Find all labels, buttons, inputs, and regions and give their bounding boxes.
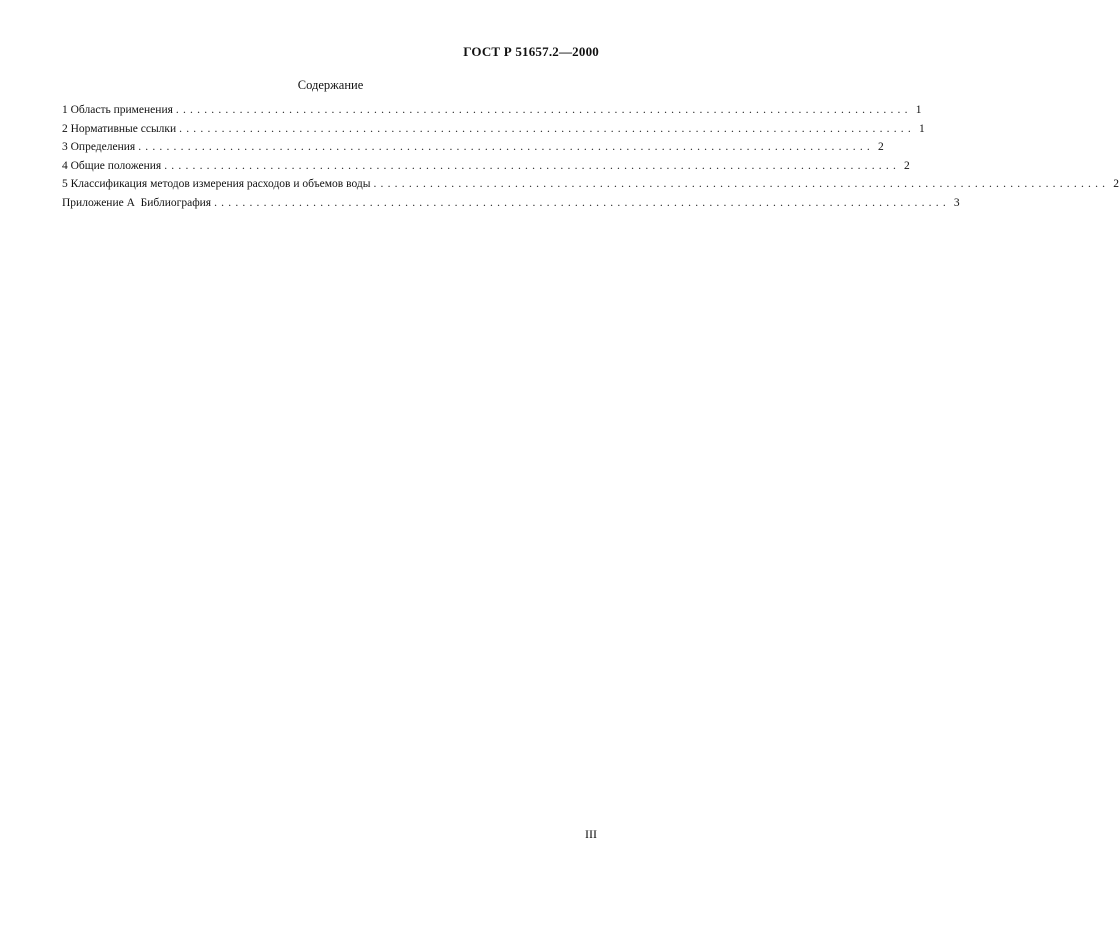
toc-entry-label: Нормативные ссылки: [70, 122, 177, 135]
toc-entry-appendix[interactable]: [62, 194, 960, 213]
toc-entry-number: 4: [62, 159, 68, 172]
toc-entry-label: Общие положения: [70, 159, 162, 172]
toc-entry[interactable]: [62, 138, 884, 157]
toc-entry-label: Область применения: [70, 104, 173, 116]
toc-entry-number: 5: [62, 178, 68, 190]
toc-entry-page: 2: [904, 159, 910, 172]
toc-entry-page: 3: [953, 196, 960, 209]
toc-entry[interactable]: [62, 120, 925, 139]
toc-entry-number: 3: [62, 141, 68, 153]
toc-entry[interactable]: [62, 175, 1119, 194]
toc-leader-dots: ........................................................................................................: [138, 141, 874, 153]
toc-entry-page: 1: [915, 104, 922, 116]
toc-entry[interactable]: [62, 157, 910, 176]
toc-entry[interactable]: [62, 101, 922, 120]
toc-entry-page: 1: [918, 122, 925, 135]
toc-entry-number: 2: [62, 122, 68, 135]
toc-entry-label: Классификация методов измерения расходов и объемов воды: [70, 178, 371, 190]
toc-entry-page: 2: [878, 141, 884, 153]
table-of-contents: [62, 101, 1119, 212]
toc-leader-dots: ........................................................................................................: [164, 159, 901, 172]
toc-entry-label: Приложение А Библиография: [62, 196, 212, 209]
toc-entry-page: 2: [1113, 178, 1119, 190]
document-code: ГОСТ Р 51657.2—2000: [463, 44, 599, 59]
toc-entry-number: 1: [62, 104, 68, 116]
toc-leader-dots: ........................................................................................................: [214, 196, 950, 209]
toc-title: Содержание: [297, 78, 364, 92]
toc-leader-dots: ........................................................................................................: [175, 104, 912, 116]
toc-entry-label: Определения: [70, 141, 136, 153]
toc-leader-dots: ........................................................................................................: [179, 122, 915, 135]
page-number: III: [585, 827, 597, 841]
toc-leader-dots: ........................................................................................................: [373, 178, 1110, 190]
